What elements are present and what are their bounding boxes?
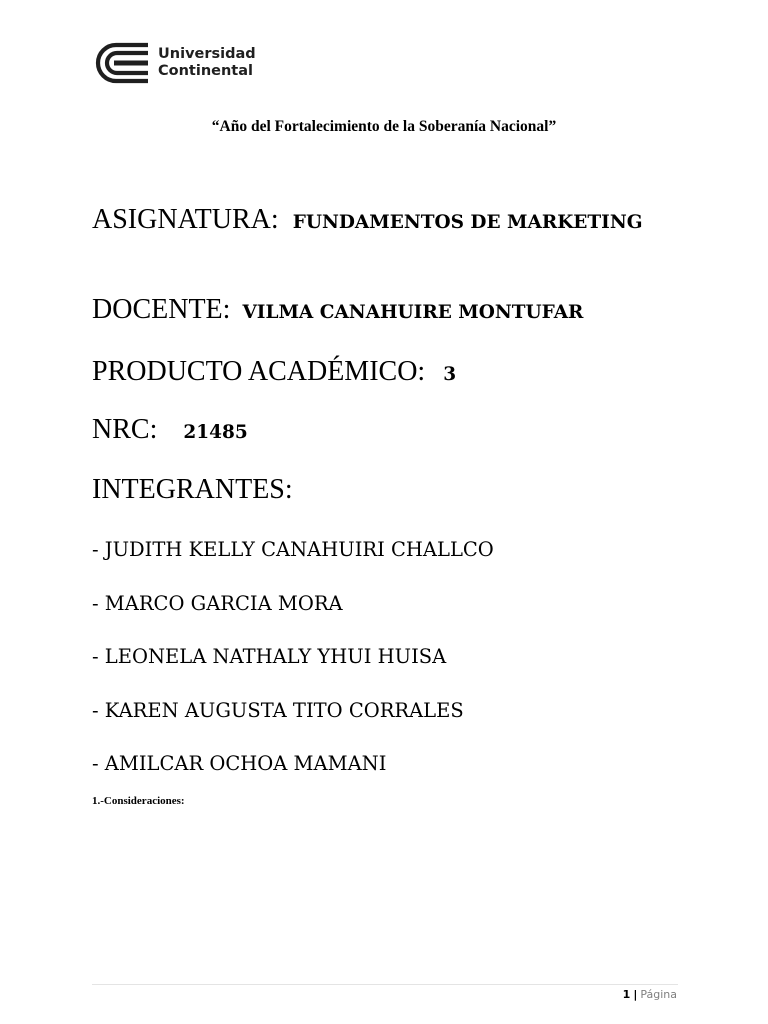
asignatura-value: FUNDAMENTOS DE MARKETING <box>292 212 643 233</box>
nrc-field <box>92 414 692 446</box>
nrc-label: NRC: <box>92 414 158 445</box>
producto-field <box>92 356 692 388</box>
year-motto: “Año del Fortalecimiento de la Soberanía Nacional” <box>211 118 557 135</box>
asignatura-field <box>92 205 692 238</box>
docente-label: DOCENTE: <box>92 294 231 325</box>
page-separator: | <box>633 988 638 1001</box>
section-heading: 1.-Consideraciones: <box>92 795 185 807</box>
logo-line-1: Universidad <box>158 46 256 62</box>
member-item: - KAREN AUGUSTA TITO CORRALES <box>92 699 464 722</box>
integrantes-label: INTEGRANTES: <box>92 474 293 505</box>
logo-line-2: Continental <box>158 63 253 79</box>
producto-label: PRODUCTO ACADÉMICO: <box>92 356 426 387</box>
docente-value: VILMA CANAHUIRE MONTUFAR <box>242 302 584 323</box>
logo-wordmark <box>158 46 256 80</box>
continental-c-logo-icon <box>92 42 150 84</box>
page-word: Página <box>640 988 677 1001</box>
footer-divider <box>92 984 678 985</box>
page-footer <box>623 988 677 1001</box>
docente-field <box>92 294 692 326</box>
member-item: - JUDITH KELLY CANAHUIRI CHALLCO <box>92 538 494 561</box>
university-logo <box>92 42 256 84</box>
member-item: - LEONELA NATHALY YHUI HUISA <box>92 645 447 668</box>
member-item: - MARCO GARCIA MORA <box>92 592 343 615</box>
nrc-value: 21485 <box>183 422 248 443</box>
asignatura-label: ASIGNATURA: <box>92 204 279 235</box>
producto-value: 3 <box>443 364 457 385</box>
page-number: 1 <box>622 988 631 1001</box>
member-item: - AMILCAR OCHOA MAMANI <box>92 752 387 775</box>
